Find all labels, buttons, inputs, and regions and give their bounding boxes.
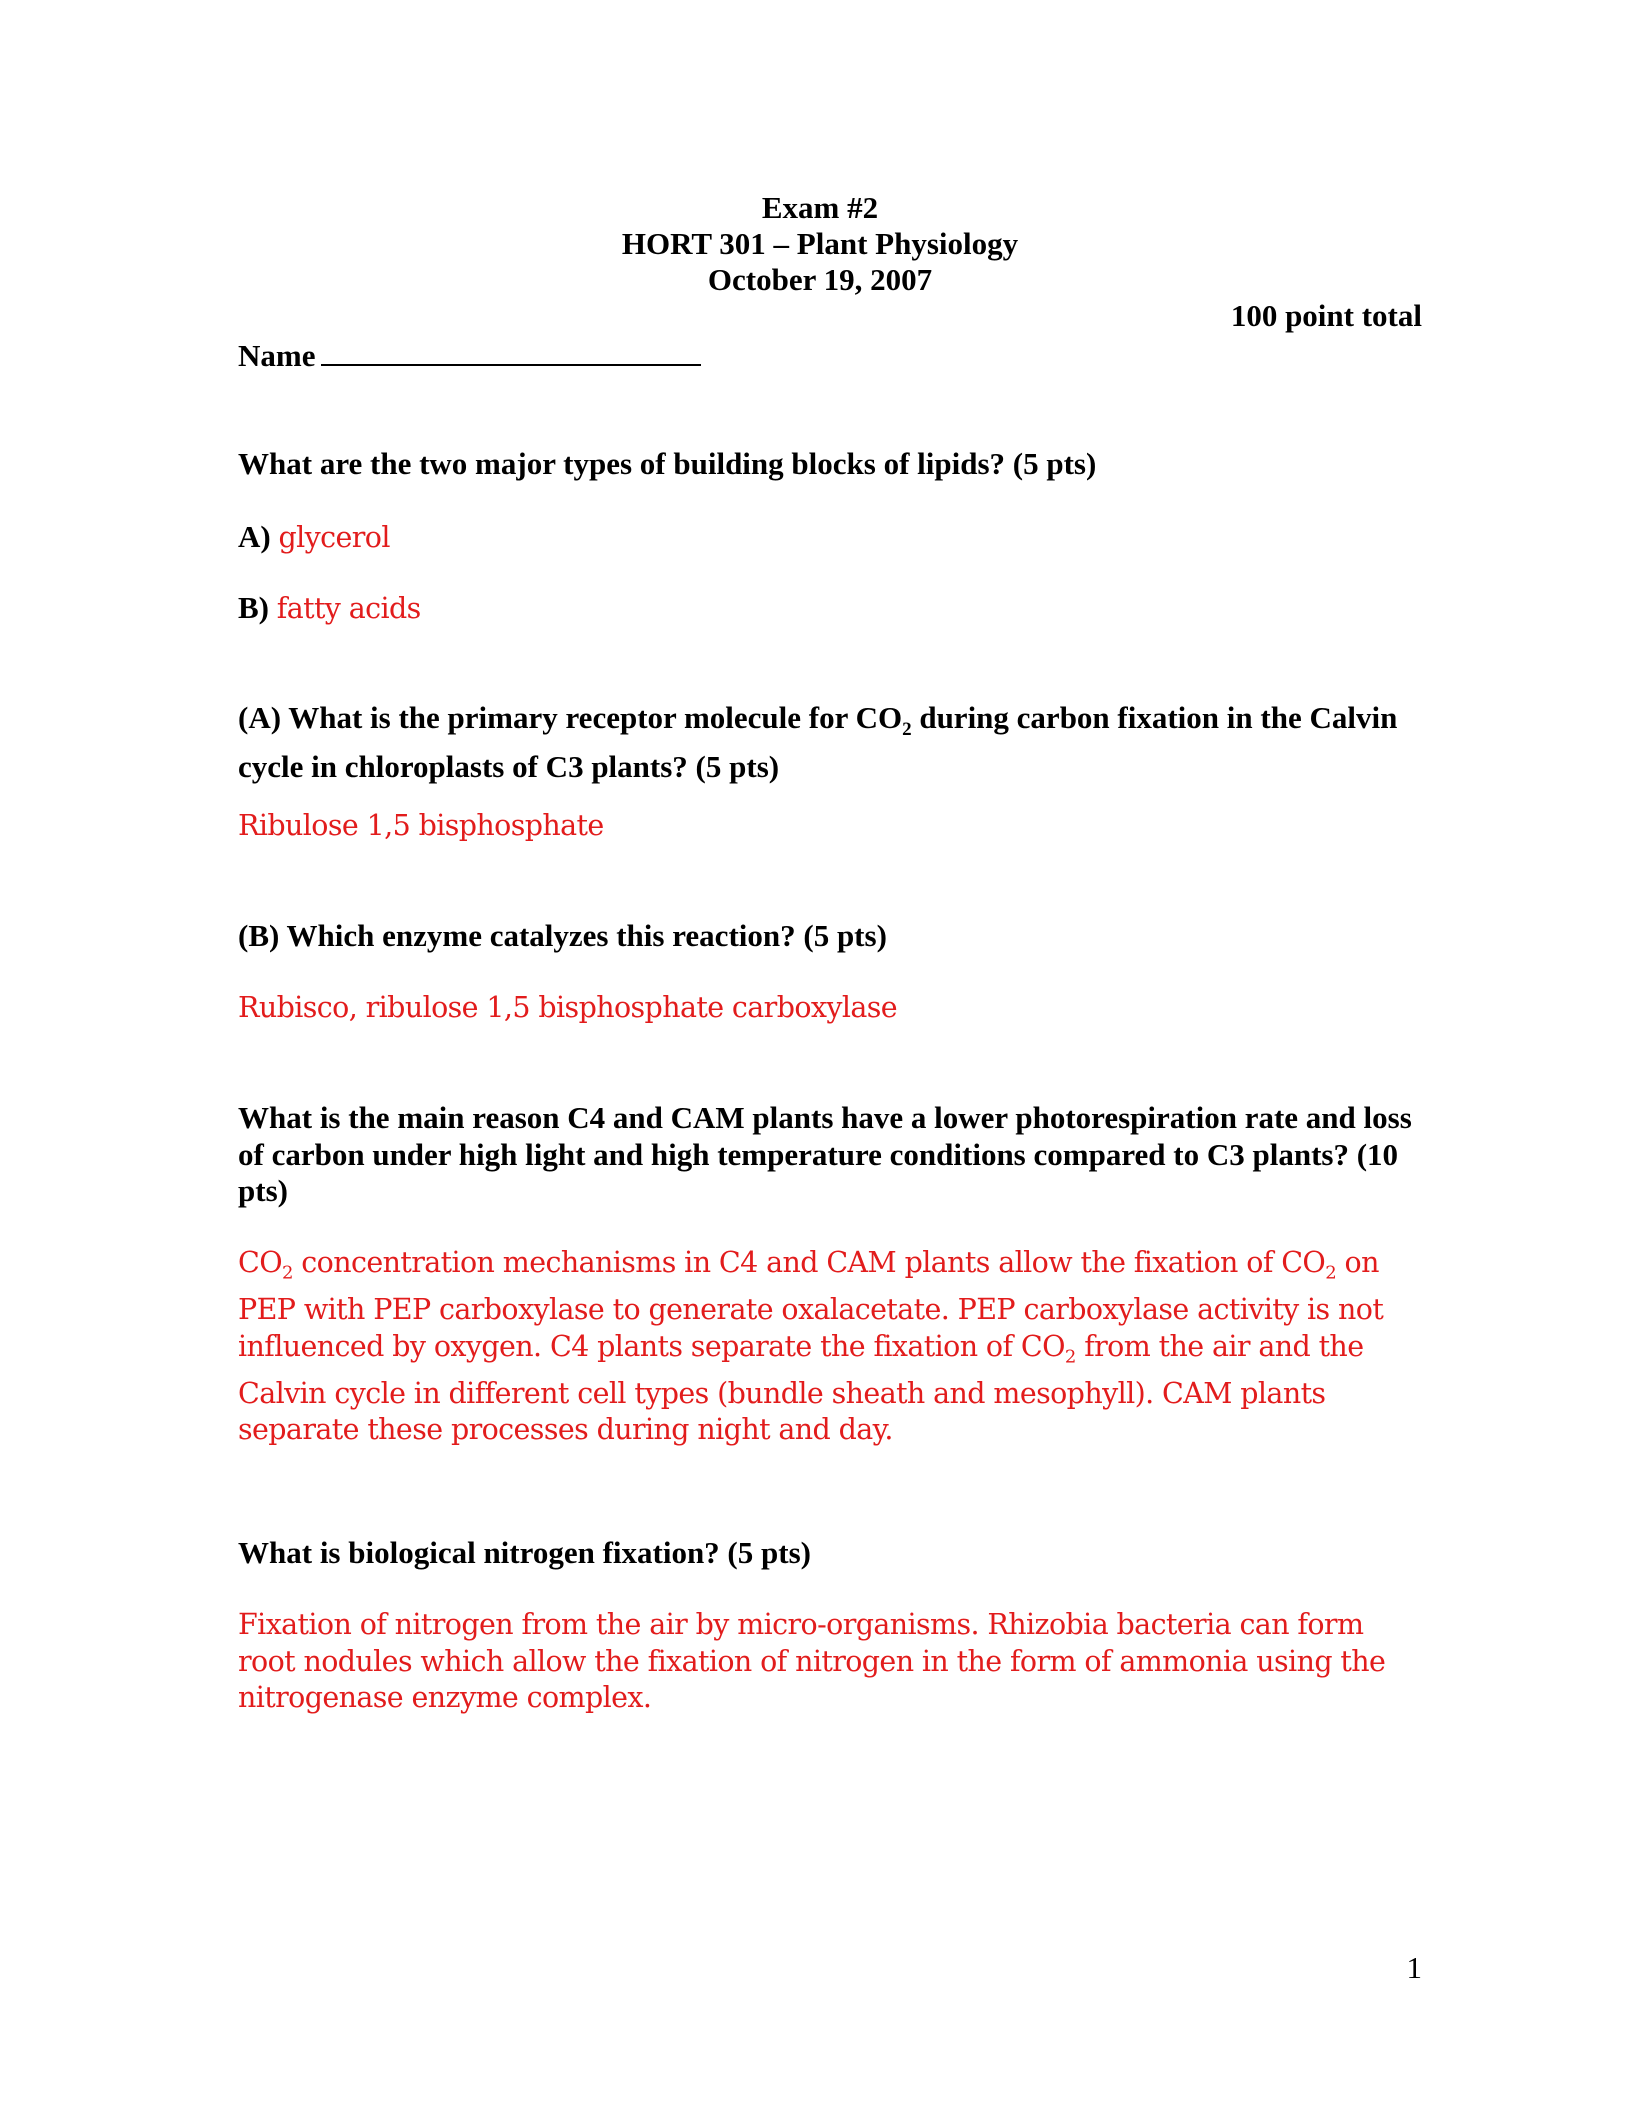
answer-photo-sub1: 2 (281, 1262, 293, 1284)
question-lipids: What are the two major types of building blocks of lipids? (5 pts) (238, 446, 1097, 481)
question-receptor-molecule (238, 700, 1428, 785)
answer-photorespiration (238, 1245, 1428, 1449)
exam-date: October 19, 2007 (707, 262, 933, 297)
name-blank-line (321, 336, 701, 366)
question-receptor-subscript: 2 (902, 719, 912, 741)
course-title: HORT 301 – Plant Physiology (621, 226, 1019, 261)
answer-photo-sub3: 2 (1064, 1346, 1076, 1368)
question-nitrogen-fixation: What is biological nitrogen fixation? (5 pts) (238, 1535, 811, 1570)
points-total: 100 point total (1230, 298, 1422, 333)
exam-title: Exam #2 (761, 190, 879, 225)
question-photorespiration: What is the main reason C4 and CAM plants have a lower photorespiration rate and loss of carbon under high light and high temperature conditions compared to C3 plants? (10 pts) (238, 1100, 1412, 1208)
answer-photo-part4: from the air and the Calvin cycle in different cell types (bundle sheath and mesophyll). CAM plants separate these processes during night and day. (238, 1329, 1364, 1447)
question-receptor-part2: during carbon fixation in the Calvin cycle in chloroplasts of C3 plants? (5 pts) (238, 700, 1398, 784)
question-enzyme: (B) Which enzyme catalyzes this reaction? (5 pts) (238, 918, 887, 953)
answer-photo-sub2: 2 (1325, 1262, 1337, 1284)
answer-photo-part3: on PEP with PEP carboxylase to generate oxalacetate. PEP carboxylase activity is not influenced by oxygen. C4 plants separate the fixation of CO (238, 1246, 1384, 1363)
page-number: 1 (1406, 1950, 1422, 1985)
answer-a-row (238, 519, 1428, 557)
answer-nitrogen-fixation: Fixation of nitrogen from the air by micro-organisms. Rhizobia bacteria can form root nodules which allow the fixation of nitrogen in the form of ammonia using the nitrogenase enzyme complex. (238, 1608, 1386, 1714)
name-field (238, 336, 1428, 375)
answer-a-label: A) (238, 519, 271, 554)
answer-receptor-molecule: Ribulose 1,5 bisphosphate (238, 809, 604, 842)
answer-b-text: fatty acids (276, 592, 421, 625)
answer-photo-part1: CO (238, 1246, 282, 1279)
answer-enzyme: Rubisco, ribulose 1,5 bisphosphate carboxylase (238, 991, 898, 1024)
question-receptor-part1: (A) What is the primary receptor molecule for CO (238, 700, 903, 735)
answer-b-row (238, 590, 1428, 628)
answer-b-label: B) (238, 590, 269, 625)
name-label: Name (238, 338, 316, 373)
answer-a-text: glycerol (278, 521, 390, 554)
answer-photo-part2: concentration mechanisms in C4 and CAM plants allow the fixation of CO (292, 1246, 1326, 1279)
